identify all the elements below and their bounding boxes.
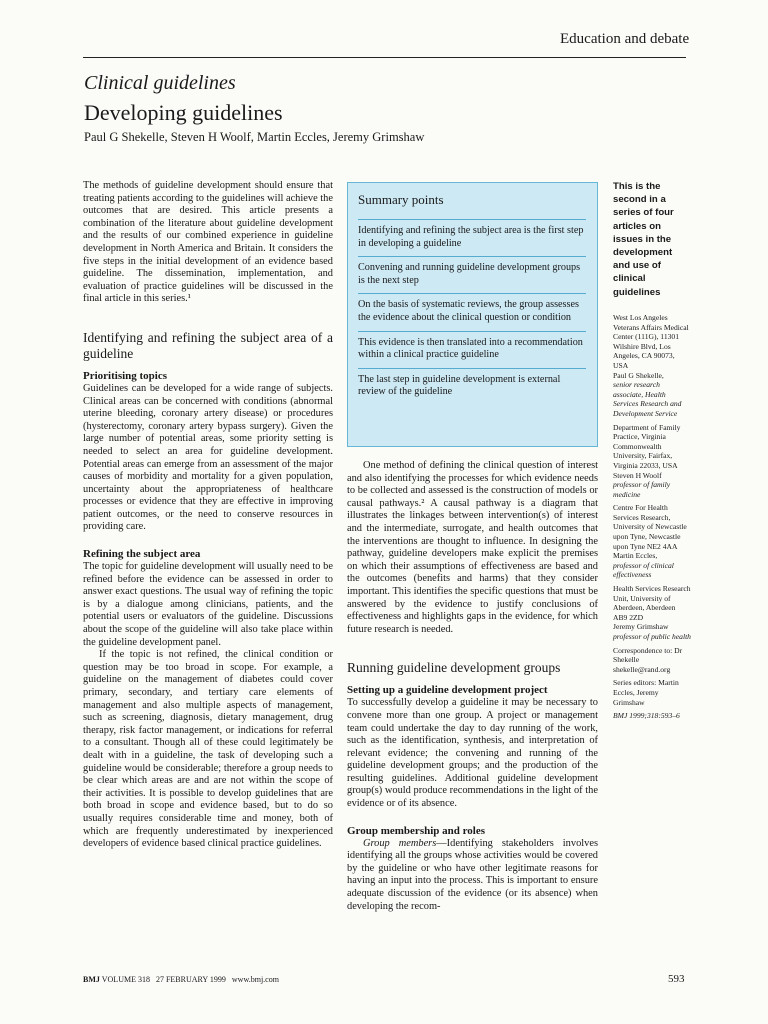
page-number: 593 [668,973,685,985]
footer-journal: BMJ [83,975,100,984]
series-blurb: This is the second in a series of four articles on issues in the development and use of clinical guidelines [613,181,674,298]
correspondence: Correspondence to: Dr Shekelle shekelle@rand.org [613,645,683,674]
article-title: Developing guidelines [84,100,283,125]
summary-point: This evidence is then translated into a recommendation within a clinical practice guideline [358,331,586,368]
subheading-membership: Group membership and roles [347,824,486,837]
header-rule [83,57,686,58]
affiliation-address: Department of Family Practice, Virginia Commonwealth University, Fairfax, Virginia 22033, USA [613,422,681,470]
affiliation-grimshaw [613,584,691,642]
paragraph-prioritising: Guidelines can be developed for a wide range of subjects. Clinical areas can be concerned with conditions (abnormal uterine bleeding, coronary artery disease) or procedures (hysterectomy, coronary artery bypass surgery). Given the large number of potential areas, some priority setting is needed to select an area for guideline development. Potential areas can emerge from an assessment of the major causes of morbidity and mortality for a given population, uncertainty about the appropriateness of healthcare processes or evidence that they are effective in improving patient outcomes, or the need to conserve resources in providing care. [83,382,333,533]
affiliation-address: Centre For Health Services Research, University of Newcastle upon Tyne, Newcastle upon Tyne NE2 4AA [613,503,687,551]
affiliation-role: professor of clinical effectiveness [613,560,674,580]
affiliations [613,313,691,725]
summary-point: Identifying and refining the subject area is the first step in developing a guideline [358,219,586,256]
affiliation-name: Paul G Shekelle, [613,370,664,380]
footer-info [83,975,279,984]
subheading-setting-up: Setting up a guideline development project [347,684,548,697]
section-heading-running: Running guideline development groups [347,660,561,676]
affiliation-address: Health Services Research Unit, University of Aberdeen, Aberdeen AB9 2ZD [613,584,691,622]
footer-url: www.bmj.com [231,975,279,984]
author-list: Paul G Shekelle, Steven H Woolf, Martin Eccles, Jeremy Grimshaw [84,130,425,144]
left-column [83,180,333,851]
series-title: Clinical guidelines [84,72,236,94]
section-label: Education and debate [560,31,690,47]
affiliation-name: Steven H Woolf [613,470,662,480]
section-heading-identifying: Identifying and refining the subject area of a guideline [83,329,333,361]
citation: BMJ 1999;318:593–6 [613,711,680,721]
series-editors: Series editors: Martin Eccles, Jeremy Grimshaw [613,678,679,707]
subheading-prioritising: Prioritising topics [83,369,168,382]
paragraph-refining-1: The topic for guideline development will usually need to be refined before the evidence can be assessed in order to answer exact questions. The usual way of refining the topic is by a dialogue among clinicians, patients, and the potential users or evaluators of the guideline. Discussions about the scope of the guideline will also take place within the guideline development panel. [83,561,333,648]
summary-point: The last step in guideline development is external review of the guideline [358,368,586,405]
affiliation-name: Jeremy Grimshaw [613,622,669,632]
affiliation-woolf [613,423,691,500]
affiliation-role: senior research associate, Health Services Research and Development Service [613,380,682,418]
paragraph-setting-up: To successfully develop a guideline it may be necessary to convene more than one group. A project or management team could undertake the day to day running of the work, such as the identification, synthesis, and interpretation of relevant evidence; the convening and running of the guideline development groups; and the production of the resulting guidelines. Additional guideline development group(s) would produce recommendations in the light of the evidence or of its absence. [347,697,598,810]
affiliation-eccles [613,503,691,580]
affiliation-role: professor of public health [613,632,691,641]
summary-point: On the basis of systematic reviews, the group assesses the evidence about the clinical question or condition [358,293,586,330]
group-members-lead: Group members [363,837,437,849]
affiliation-shekelle [613,313,691,419]
paragraph-membership [347,838,598,914]
paragraph-refining-2: If the topic is not refined, the clinical condition or question may be too broad in scope. For example, a guideline on the management of diabetes could cover primary, secondary, and tertiary care elements of management and also multiple aspects of management, such as screening, diagnosis, dietary management, drug therapy, risk factor management, or indications for referral to a consultant. Though all of these could legitimately be dealt with in a guideline, the task of developing such a guideline would be considerable; therefore a group needs to be clear which areas are and are not within the scope of their activities. It is possible to develop guidelines that are both broad in scope and evidence based, but to do so usually requires considerable time and money, both of which are frequently underestimated by inexperienced developers of evidence based clinical practice guidelines. [83,649,333,850]
summary-point: Convening and running guideline development groups is the next step [358,256,586,293]
footer-date: 27 FEBRUARY 1999 [155,975,226,984]
summary-points-box [347,182,598,447]
footer-volume: VOLUME 318 [101,975,150,984]
subheading-refining: Refining the subject area [83,548,201,561]
paragraph-causal-pathway: One method of defining the clinical question of interest and also identifying the processes for which evidence needs to be collected and assessed is the construction of models or causal pathways.² A causal pathway is a diagram that illustrates the linkages between intervention(s) of interest and the intermediate, surrogate, and health outcomes that the interventions are thought to influence. In designing the pathway, guideline developers make explicit the premises on which their assumptions of effectiveness are based and the outcomes (benefits and harms) that they consider important. This identifies the specific questions that must be answered by the evidence to justify conclusions of effectiveness and highlights gaps in the evidence, for which future research is needed. [347,460,598,635]
group-members-text: —Identifying stakeholders involves identifying all the groups whose activities would be covered by the guideline or who have other legitimate reasons for having an input into the process. This is important to ensure adequate discussion of the evidence (or its absence) when developing the recom- [347,837,599,912]
affiliation-name: Martin Eccles, [613,551,658,561]
affiliation-address: West Los Angeles Veterans Affairs Medical Center (111G), 11301 Wilshire Blvd, Los Angeles, CA 90073, USA [613,313,689,370]
middle-column [347,460,598,913]
affiliation-role: professor of family medicine [613,480,671,499]
summary-title: Summary points [358,192,444,207]
intro-paragraph: The methods of guideline development should ensure that treating patients according to the guidelines will achieve the outcomes that are desired. This article presents a combination of the literature about guideline development and the results of our combined experience in guideline development in North America and Britain. It considers the five steps in the initial development of an evidence based guideline. The dissemination, implementation, and evaluation of practice guidelines will be discussed in the final article in this series.¹ [83,180,333,305]
